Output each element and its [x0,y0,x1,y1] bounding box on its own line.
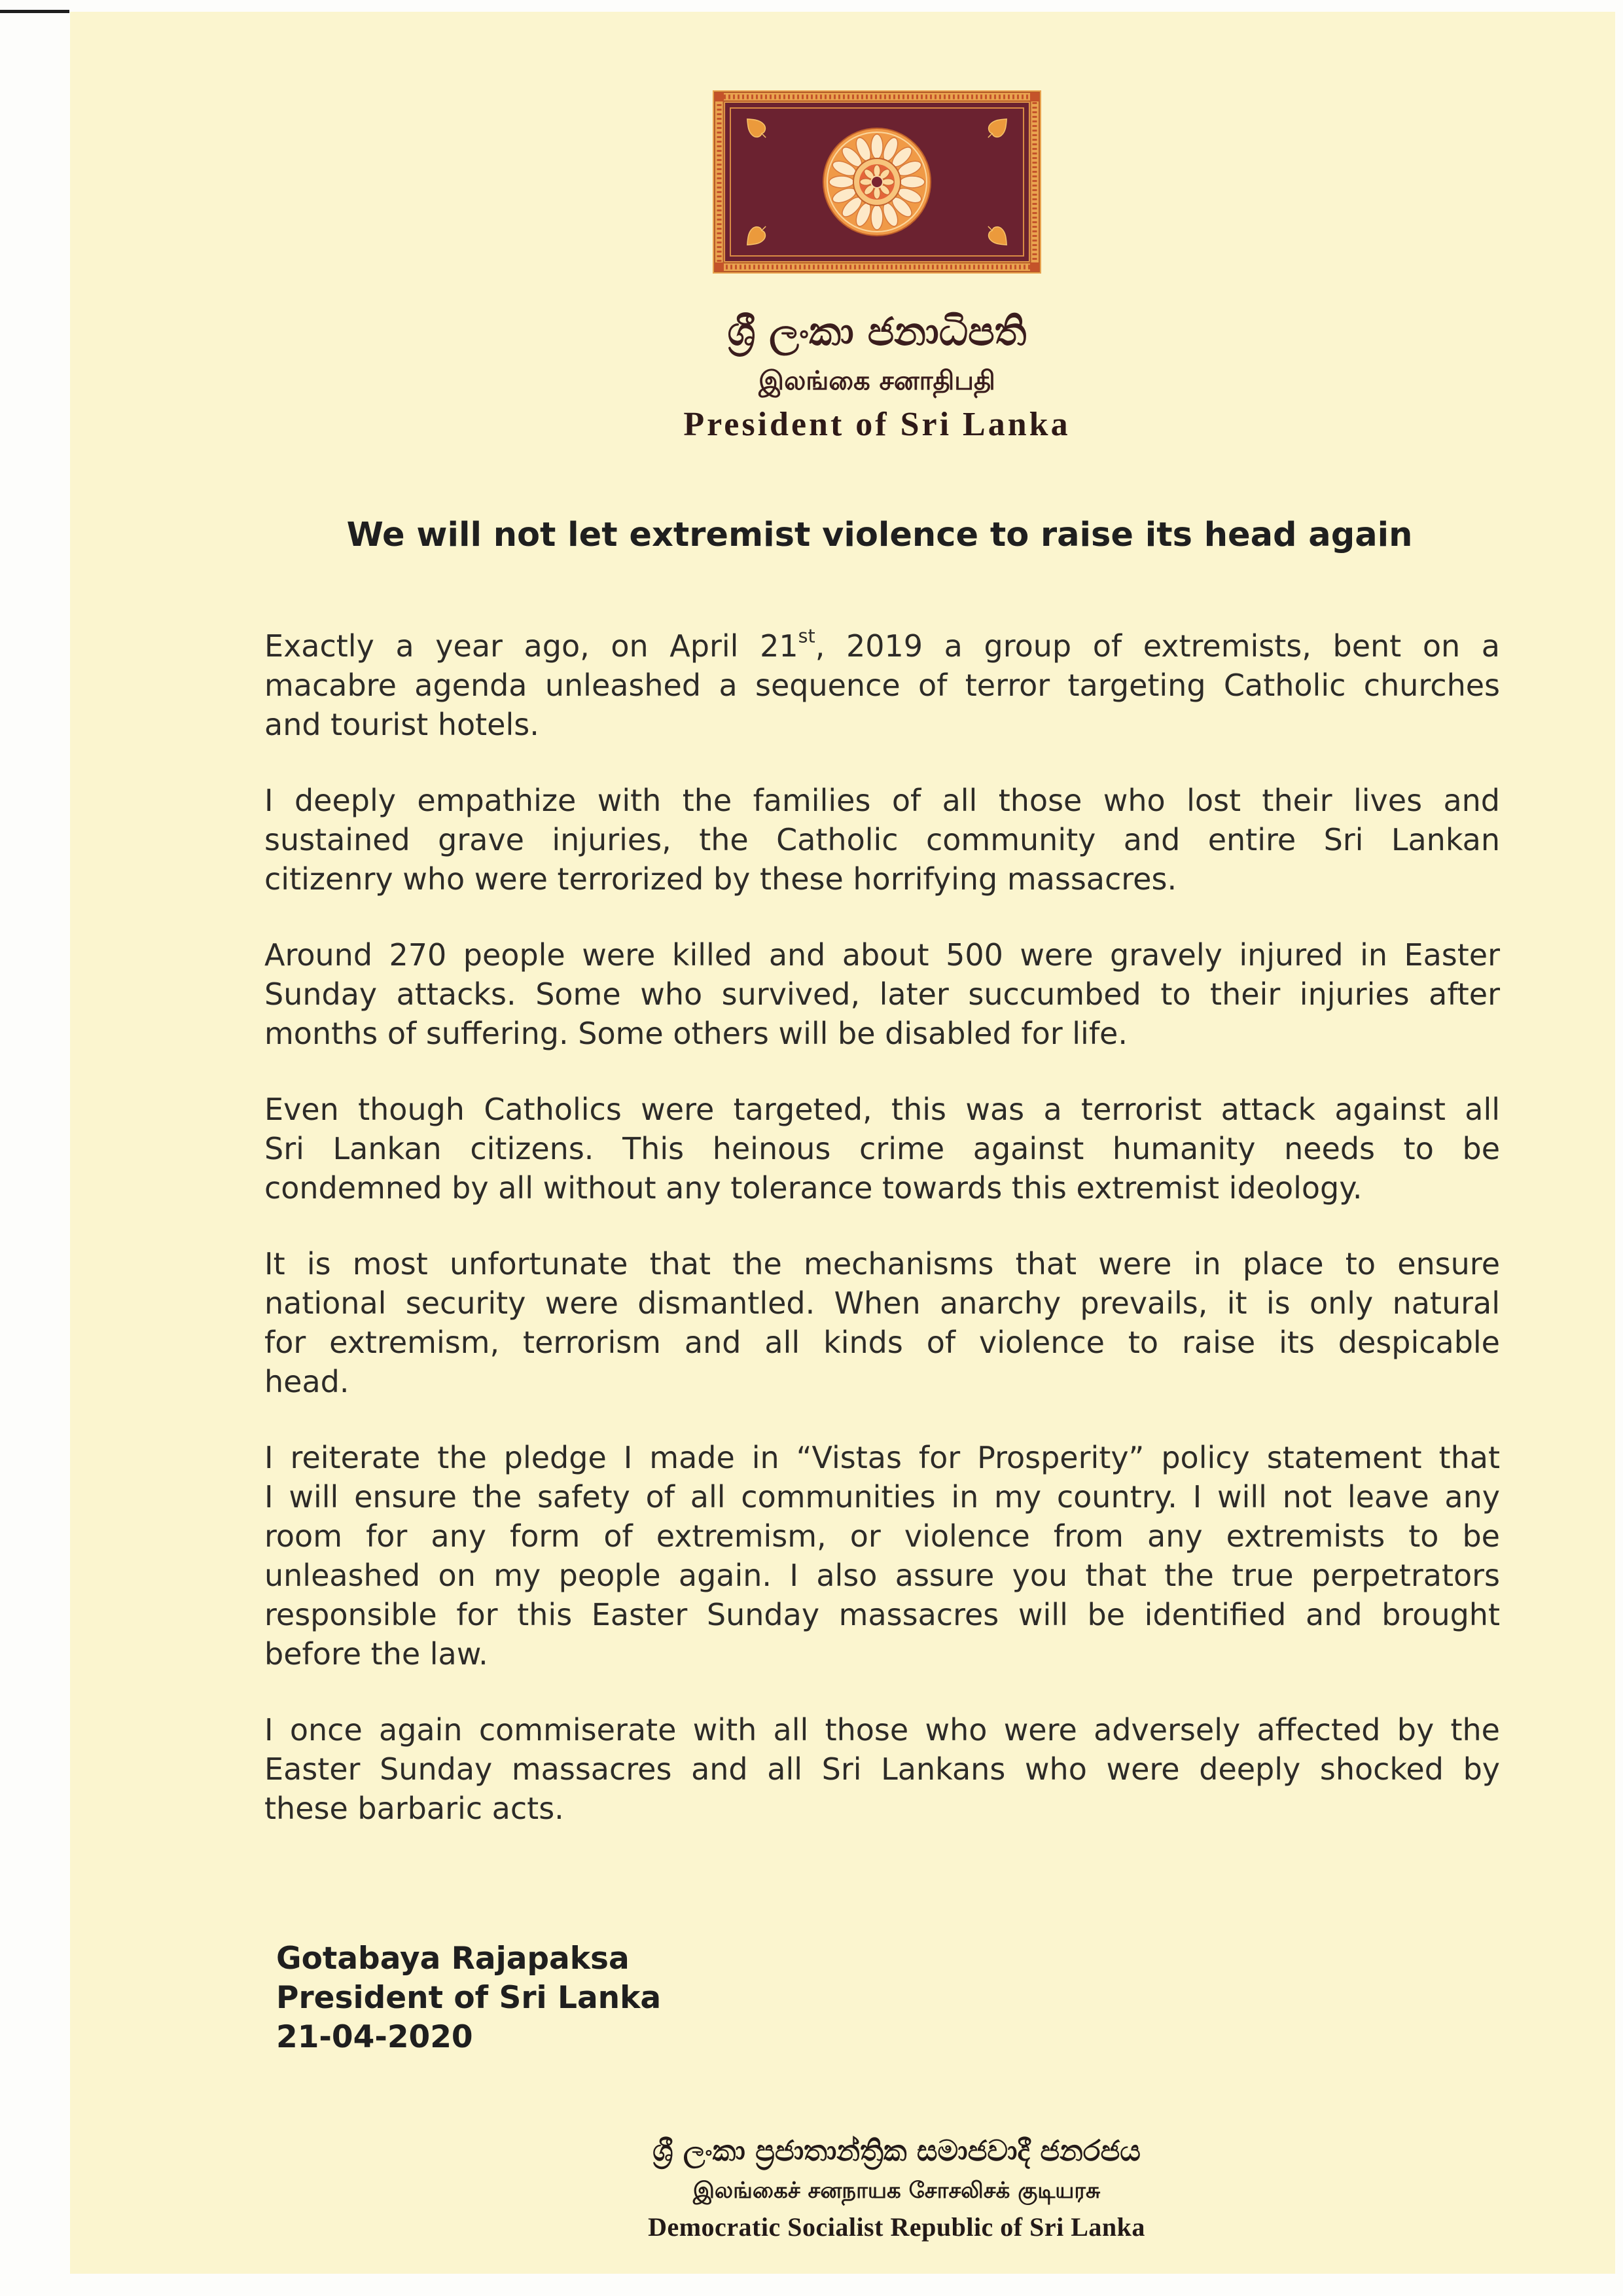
text-line: for extremism, terrorism and all kinds of violence to raise its despicable [264,1325,1500,1360]
emblem-corner [715,262,724,272]
text-line: these barbaric acts. [264,1791,564,1826]
paragraph [264,1438,1500,1674]
text-line: Sunday attacks. Some who survived, later succumbed to their injuries after [264,977,1500,1012]
lotus-petal [871,134,883,159]
text-line: and tourist hotels. [264,707,539,742]
text-line: It is most unfortunate that the mechanisms that were in place to ensure [264,1246,1500,1282]
text-line: unleashed on my people again. I also assure you that the true perpetrators [264,1558,1500,1593]
footer-state-name-english: Democratic Socialist Republic of Sri Lanka [648,2212,1145,2242]
lotus-petal [900,176,925,188]
text-line: macabre agenda unleashed a sequence of terror targeting Catholic churches [264,668,1500,703]
paragraph [264,1710,1500,1828]
text-line: before the law. [264,1636,488,1672]
text-segment: Exactly a year ago, on April 21 [264,628,798,664]
paragraph [264,1244,1500,1401]
emblem-corner [1030,262,1039,272]
emblem-corner [715,92,724,101]
text-line: I will ensure the safety of all communities in my country. I will not leave any [264,1479,1500,1515]
text-line: months of suffering. Some others will be disabled for life. [264,1016,1128,1051]
text-line: Sri Lankan citizens. This heinous crime against humanity needs to be [264,1131,1500,1166]
text-line: Easter Sunday massacres and all Sri Lankans who were deeply shocked by [264,1751,1500,1787]
emblem-corner [1030,92,1039,101]
text-line [264,626,1500,666]
text-line: I deeply empathize with the families of all those who lost their lives and [264,783,1500,818]
signature-date: 21-04-2020 [276,2019,473,2055]
letterhead-title-english: President of Sri Lanka [683,406,1071,443]
text-line: Even though Catholics were targeted, this was a terrorist attack against all [264,1092,1500,1127]
text-segment: , 2019 a group of extremists, bent on a [815,628,1500,664]
letterhead-title-sinhala: ශ්‍රී ලංකා ජනාධිපති [727,309,1027,355]
text-line: head. [264,1364,349,1399]
signature-block [276,1939,661,2057]
lotus-inner-petal [874,165,880,177]
paragraph [264,1090,1500,1208]
signatory-name: Gotabaya Rajapaksa [276,1941,630,1977]
text-line: national security were dismantled. When anarchy prevails, it is only natural [264,1285,1500,1321]
text-line: responsible for this Easter Sunday massacres will be identified and brought [264,1597,1500,1632]
text-line: citizenry who were terrorized by these horrifying massacres. [264,861,1177,897]
paragraph [264,781,1500,899]
text-line: sustained grave injuries, the Catholic community and entire Sri Lankan [264,822,1500,857]
text-line: Around 270 people were killed and about 500 were gravely injured in Easter [264,937,1500,973]
text-line: I once again commiserate with all those who were adversely affected by the [264,1712,1500,1748]
paragraph [264,626,1500,744]
text-line: room for any form of extremism, or violence from any extremists to be [264,1518,1500,1554]
signatory-title: President of Sri Lanka [276,1980,662,2016]
statement-heading: We will not let extremist violence to raise its head again [346,516,1413,554]
presidential-emblem [713,90,1041,274]
scan-edge-mark [0,10,69,13]
text-line: I reiterate the pledge I made in “Vistas for Prosperity” policy statement that [264,1440,1500,1475]
lotus-inner-petal [860,179,872,185]
text-line: condemned by all without any tolerance towards this extremist ideology. [264,1170,1363,1206]
lotus-inner-petal [874,187,880,199]
lotus-petal [871,205,883,230]
footer-state-name-sinhala: ශ්‍රී ලංකා ප්‍රජාතාන්ත්‍රික සමාජවාදී ජනරජය [652,2134,1141,2168]
letter-body [264,626,1500,1865]
lotus-center [871,176,883,188]
footer-state-name-tamil: இலங்கைச் சனநாயக சோசலிசக் குடியரசு [692,2178,1101,2204]
paragraph [264,935,1500,1053]
ordinal-superscript: st [798,625,815,647]
lotus-inner-petal [882,179,894,185]
lotus-petal [829,176,854,188]
letterhead-title-tamil: இலங்கை சனாதிபதி [758,366,995,396]
